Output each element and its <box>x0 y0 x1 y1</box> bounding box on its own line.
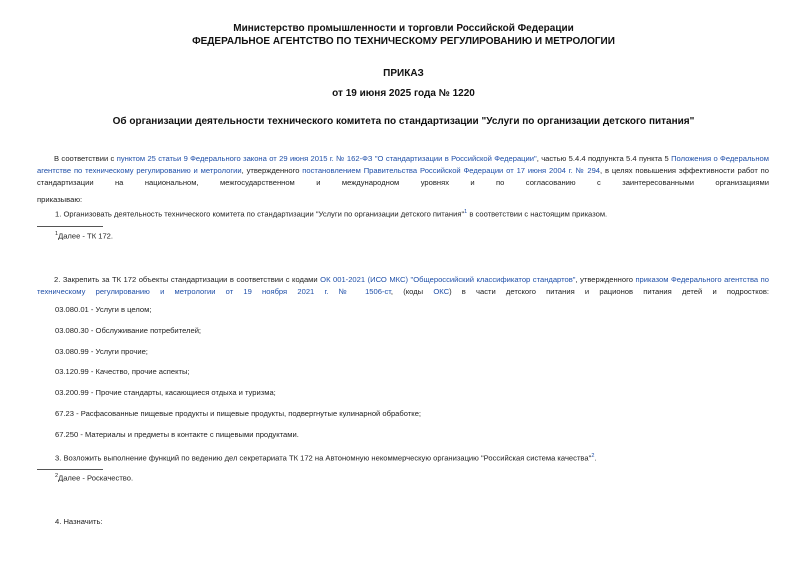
footnote-1-ref[interactable]: 1 <box>464 209 468 215</box>
code-item: 03.120.99 - Качество, прочие аспекты; <box>55 367 190 376</box>
item-3-tail: . <box>594 453 597 463</box>
item-2-paragraph <box>37 274 769 298</box>
doc-type: ПРИКАЗ <box>383 68 424 79</box>
agency-name: ФЕДЕРАЛЬНОЕ АГЕНТСТВО ПО ТЕХНИЧЕСКОМУ РЕГУЛИРОВАНИЮ И МЕТРОЛОГИИ <box>192 36 615 47</box>
item-1-tail: в соответствии с настоящим приказом. <box>467 209 608 219</box>
agency-regulation-link[interactable]: Положения о Федеральном агентстве по техническому регулированию и метрологии <box>37 154 770 175</box>
item-2-text: , (коды <box>390 287 434 296</box>
item-3-text: 3. Возложить выполнение функций по ведению дел секретариата ТК 172 на Автономную некоммерческую организацию "Российская система качества" <box>55 453 592 463</box>
law-162-fz-link[interactable]: пунктом 25 статьи 9 Федерального закона от 29 июня 2015 г. № 162-ФЗ "О стандартизации в Российской Федерации" <box>116 154 537 163</box>
footnote-2 <box>55 473 133 483</box>
order-word: приказываю: <box>37 195 83 204</box>
item-4: 4. Назначить: <box>55 517 103 526</box>
doc-title: Об организации деятельности технического комитета по стандартизации "Услуги по организации детского питания" <box>112 116 695 127</box>
government-decree-294-link[interactable]: постановлением Правительства Российской Федерации от 17 июня 2004 г. № 294 <box>302 166 601 175</box>
item-2-text: ) в части детского питания и рационов питания детей и подростков: <box>449 287 769 296</box>
item-1-text: 1. Организовать деятельность технического комитета по стандартизации "Услуги по организации детского питания" <box>55 209 465 219</box>
footnote-separator <box>37 226 103 227</box>
code-item: 67.250 - Материалы и предметы в контакте с пищевыми продуктами. <box>55 430 299 439</box>
oks-link[interactable]: ОКС <box>433 287 450 296</box>
footnote-2-ref[interactable]: 2 <box>591 453 595 459</box>
code-item: 67.23 - Расфасованные пищевые продукты и пищевые продукты, подвергнутые кулинарной обработке; <box>55 409 422 418</box>
doc-date-number: от 19 июня 2025 года № 1220 <box>332 88 475 99</box>
preamble-paragraph <box>37 153 769 189</box>
code-item: 03.200.99 - Прочие стандарты, касающиеся отдыха и туризма; <box>55 388 276 397</box>
item-2-text: 2. Закрепить за ТК 172 объекты стандартизации в соответствии с кодами <box>54 275 321 284</box>
preamble-text: , частью 5.4.4 подпункта 5.4 пункта 5 <box>536 154 672 163</box>
item-2-text: , утвержденного <box>575 275 636 284</box>
footnote-1 <box>55 231 113 241</box>
footnote-separator <box>37 469 103 470</box>
item-1 <box>55 206 607 221</box>
ok-001-2021-link[interactable]: ОК 001-2021 (ИСО МКС) "Общероссийский классификатор стандартов" <box>320 275 576 284</box>
item-3 <box>55 450 597 465</box>
footnote-2-mark: 2 <box>55 473 59 479</box>
preamble-text: , утвержденного <box>241 166 303 175</box>
footnote-1-text: Далее - ТК 172. <box>58 231 114 241</box>
footnote-2-text: Далее - Роскачество. <box>58 473 134 483</box>
code-item: 03.080.01 - Услуги в целом; <box>55 305 152 314</box>
preamble-text: В соответствии с <box>54 154 117 163</box>
footnote-1-mark: 1 <box>55 231 59 237</box>
code-item: 03.080.30 - Обслуживание потребителей; <box>55 326 202 335</box>
preamble-text: , в целях повышения эффективности работ по стандартизации на национальном, межгосударственном и международном уровнях и по согласованию с заинтересованными организациями <box>37 166 770 187</box>
code-item: 03.080.99 - Услуги прочие; <box>55 347 148 356</box>
order-1506-st-link[interactable]: приказом Федерального агентства по техническому регулированию и метрологии от 19 ноября 2021 г. № 1506-ст <box>37 275 770 296</box>
ministry-name: Министерство промышленности и торговли Российской Федерации <box>233 23 574 34</box>
